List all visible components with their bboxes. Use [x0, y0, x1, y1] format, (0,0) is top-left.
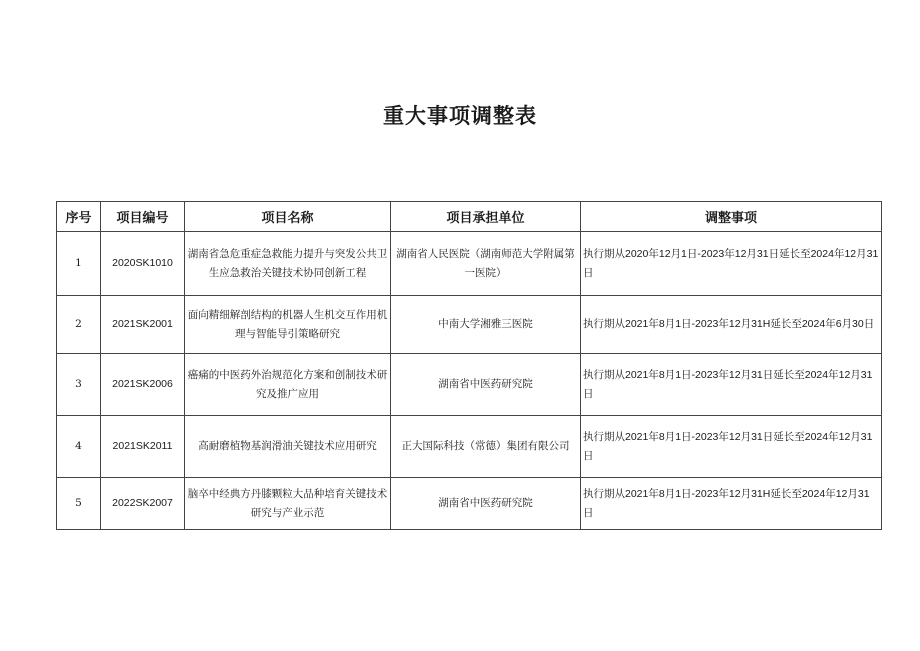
table-row [57, 478, 882, 530]
adjustment-table [56, 201, 882, 530]
cell-adjustment: 执行期从2021年8月1日-2023年12月31H延长至2024年6月30日 [581, 296, 882, 354]
cell-adjustment: 执行期从2021年8月1日-2023年12月31日延长至2024年12月31日 [581, 354, 882, 416]
table-header-row [57, 202, 882, 232]
header-serial-no: 序号 [57, 202, 101, 232]
header-project-name: 项目名称 [185, 202, 391, 232]
page-title: 重大事项调整表 [383, 104, 537, 128]
cell-serial-no: 1 [57, 232, 101, 296]
header-undertaking-unit: 项目承担单位 [391, 202, 581, 232]
cell-project-name: 脑卒中经典方丹膝颗粒大品种培育关键技术研究与产业示范 [185, 478, 391, 530]
header-adjustment: 调整事项 [581, 202, 882, 232]
cell-project-name: 高耐磨植物基润滑油关键技术应用研究 [185, 416, 391, 478]
cell-adjustment: 执行期从2020年12月1日-2023年12月31日延长至2024年12月31日 [581, 232, 882, 296]
cell-project-name: 面向精细解剖结构的机器人生机交互作用机理与智能导引策略研究 [185, 296, 391, 354]
table-row [57, 354, 882, 416]
table-row [57, 416, 882, 478]
cell-undertaking-unit: 湖南省中医药研究院 [391, 478, 581, 530]
cell-project-code: 2021SK2011 [101, 416, 185, 478]
cell-project-code: 2022SK2007 [101, 478, 185, 530]
cell-project-code: 2021SK2001 [101, 296, 185, 354]
cell-project-name: 癌痛的中医药外治规范化方案和创制技术研究及推广应用 [185, 354, 391, 416]
header-project-code: 项目编号 [101, 202, 185, 232]
cell-undertaking-unit: 正大国际科技（常德）集团有限公司 [391, 416, 581, 478]
cell-adjustment: 执行期从2021年8月1日-2023年12月31日延长至2024年12月31日 [581, 416, 882, 478]
cell-serial-no: 2 [57, 296, 101, 354]
cell-undertaking-unit: 中南大学湘雅三医院 [391, 296, 581, 354]
cell-project-code: 2021SK2006 [101, 354, 185, 416]
cell-serial-no: 5 [57, 478, 101, 530]
cell-project-name: 湖南省急危重症急救能力提升与突发公共卫生应急救治关键技术协同创新工程 [185, 232, 391, 296]
table-row [57, 232, 882, 296]
table-row [57, 296, 882, 354]
cell-adjustment: 执行期从2021年8月1日-2023年12月31H延长至2024年12月31日 [581, 478, 882, 530]
cell-serial-no: 3 [57, 354, 101, 416]
cell-serial-no: 4 [57, 416, 101, 478]
cell-undertaking-unit: 湖南省中医药研究院 [391, 354, 581, 416]
cell-undertaking-unit: 湖南省人民医院（湖南师范大学附属第一医院） [391, 232, 581, 296]
cell-project-code: 2020SK1010 [101, 232, 185, 296]
